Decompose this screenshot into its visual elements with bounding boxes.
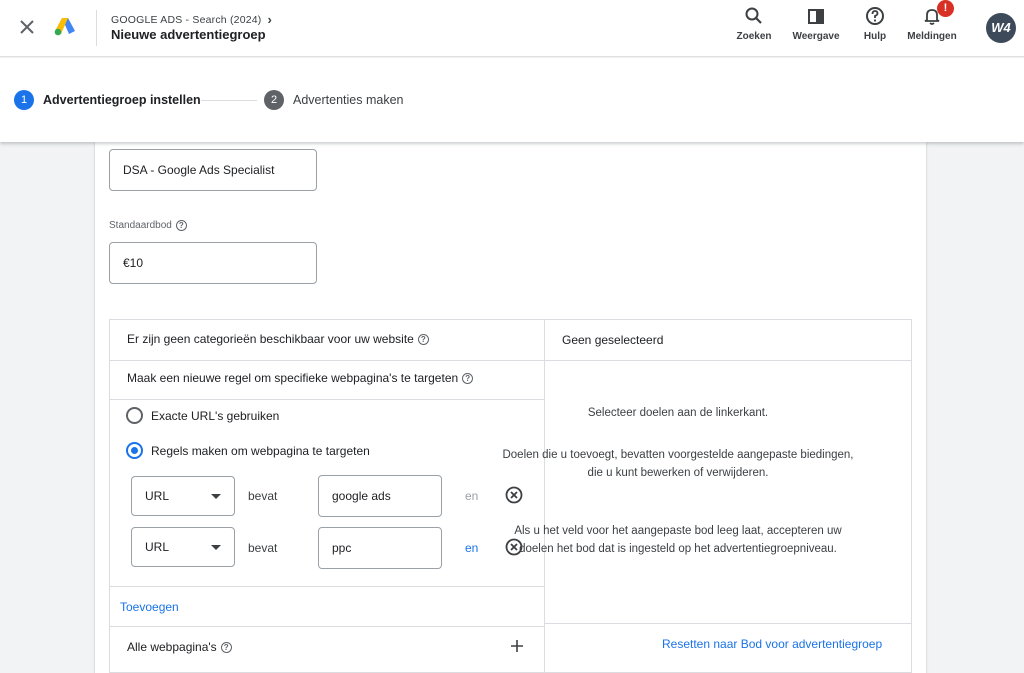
bid-label-text: Standaardbod [109, 220, 172, 231]
remove-rule-icon[interactable] [505, 486, 523, 504]
all-pages-row[interactable] [127, 640, 232, 654]
avatar[interactable]: W4 [986, 13, 1016, 43]
rule-value-input[interactable]: google ads [318, 475, 442, 517]
ad-group-name-input[interactable]: DSA - Google Ads Specialist [109, 149, 317, 191]
selection-hint: Selecteer doelen aan de linkerkant. [587, 407, 769, 419]
chevron-right-icon: › [267, 12, 273, 27]
rule-field-select[interactable] [131, 476, 235, 516]
notification-badge: ! [937, 0, 954, 17]
google-ads-logo [54, 16, 76, 36]
step-number: 1 [14, 90, 34, 110]
rule-conjunction: en [465, 489, 479, 503]
rule-value-input[interactable]: ppc [318, 527, 442, 569]
step-label: Advertentiegroep instellen [43, 93, 201, 107]
rule-field-value: URL [145, 540, 170, 554]
radio-exact-urls-label[interactable]: Exacte URL's gebruiken [151, 409, 280, 423]
no-categories-row [127, 332, 429, 346]
help-icon[interactable]: ? [221, 642, 232, 653]
rule-operator[interactable]: bevat [248, 541, 278, 555]
help-icon [865, 6, 885, 26]
new-rule-text: Maak een nieuwe regel om specifieke webpagina's te targeten [127, 371, 459, 385]
breadcrumb-campaign[interactable]: GOOGLE ADS - Search (2024) [111, 13, 262, 26]
divider [545, 623, 911, 624]
radio-create-rules[interactable] [126, 442, 143, 459]
no-categories-text: Er zijn geen categorieën beschikbaar voor uw website [127, 332, 414, 346]
rule-field-select[interactable] [131, 527, 235, 567]
stepper [0, 58, 1024, 142]
divider [110, 626, 544, 627]
notifications-label: Meldingen [907, 31, 957, 42]
selection-info-bids: Doelen die u toevoegt, bevatten voorgestelde aangepaste biedingen, die u kunt bewerken of verwijderen. [502, 449, 854, 479]
rule-conjunction-link[interactable]: en [465, 541, 479, 555]
divider [110, 360, 911, 361]
radio-exact-urls[interactable] [126, 407, 143, 424]
notifications-button[interactable] [904, 2, 960, 46]
plus-icon[interactable] [510, 639, 524, 653]
header-divider [96, 10, 97, 46]
rule-operator[interactable]: bevat [248, 489, 278, 503]
rule-field-value: URL [145, 489, 170, 503]
dropdown-caret-icon [211, 494, 221, 499]
divider [110, 399, 544, 400]
step-number: 2 [264, 90, 284, 110]
help-icon[interactable]: ? [418, 334, 429, 345]
step-connector [201, 100, 257, 101]
selected-header: Geen geselecteerd [562, 333, 664, 347]
all-pages-text: Alle webpagina's [127, 640, 217, 654]
page-title: Nieuwe advertentiegroep [111, 27, 266, 42]
search-button[interactable] [726, 6, 782, 46]
close-icon[interactable] [14, 14, 40, 40]
appearance-button[interactable] [788, 6, 844, 46]
step-label: Advertenties maken [293, 93, 404, 107]
reset-bid-link[interactable]: Resetten naar Bod voor advertentiegroep [662, 637, 883, 651]
add-rule-link[interactable]: Toevoegen [120, 600, 179, 614]
top-bar [0, 0, 1024, 57]
appearance-icon [806, 6, 826, 26]
step-create-ads[interactable] [264, 90, 403, 110]
search-label: Zoeken [736, 31, 772, 42]
radio-create-rules-label[interactable]: Regels maken om webpagina te targeten [151, 444, 370, 458]
breadcrumb[interactable] [111, 12, 272, 27]
appearance-label: Weergave [792, 31, 840, 42]
step-setup[interactable] [14, 90, 201, 110]
help-label: Hulp [863, 31, 887, 42]
dropdown-caret-icon [211, 545, 221, 550]
help-icon[interactable]: ? [176, 220, 187, 231]
divider [110, 586, 544, 587]
help-icon[interactable]: ? [462, 373, 473, 384]
search-icon [744, 6, 764, 26]
default-bid-input[interactable]: €10 [109, 242, 317, 284]
new-rule-row [127, 371, 473, 385]
selection-info-empty-bid: Als u het veld voor het aangepaste bod leeg laat, accepteren uw doelen het bod dat is ingesteld op het advertentiegroepniveau. [514, 525, 842, 555]
help-button[interactable] [847, 6, 903, 46]
bid-label [109, 220, 187, 231]
